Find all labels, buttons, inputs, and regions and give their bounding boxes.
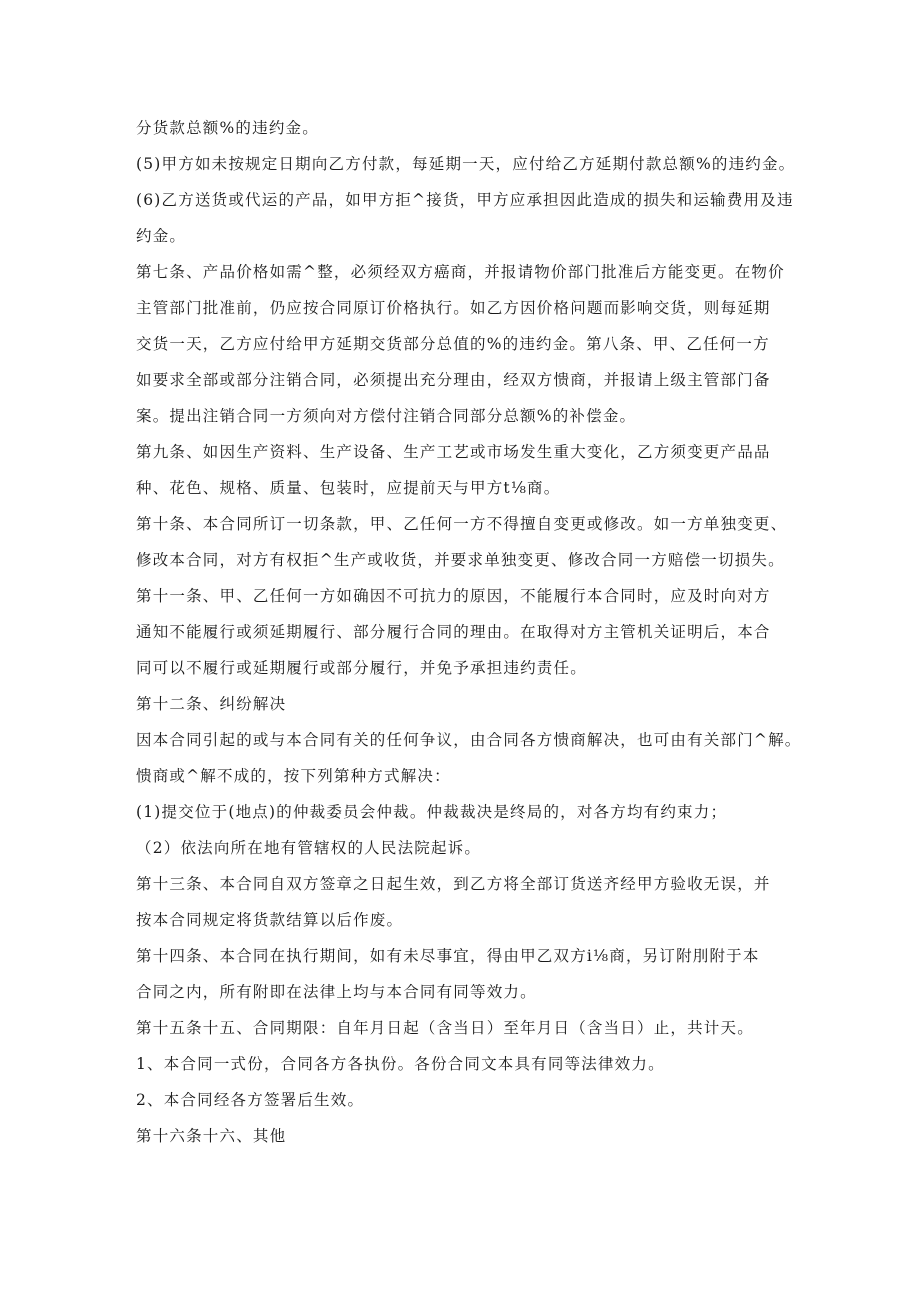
text-line: 同可以不履行或延期履行或部分履行，并免予承担违约责任。: [136, 659, 587, 677]
text-line: 第十四条、本合同在执行期间，如有未尽事宜，得由甲乙双方i⅛商，另订附刖附于本: [136, 947, 760, 965]
section-heading: 第十二条、纠纷解决: [136, 695, 287, 713]
text-line: 主管部门批准前，仍应按合同原订价格执行。如乙方因价格问题而影响交货，则每延期: [136, 299, 771, 317]
text-line: 第十五条十五、合同期限：自年月日起（含当日）至年月日（含当日）止，共计天。: [136, 1019, 754, 1037]
text-line: 交货一天，乙方应付给甲方延期交货部分总值的%的违约金。第八条、甲、乙任何一方: [136, 335, 770, 353]
text-line: 修改本合同，对方有权拒^生产或收货，并要求单独变更、修改合同一方赔偿一切损失。: [136, 551, 785, 569]
text-line: 第十三条、本合同自双方签章之日起生效，到乙方将全部订货送齐经甲方验收无误，并: [136, 875, 771, 893]
text-line: 种、花色、规格、质量、包装时，应提前天与甲方t⅛商。: [136, 479, 561, 497]
text-line: 因本合同引起的或与本合同有关的任何争议，由合同各方愦商解决，也可由有关部门^解。: [136, 731, 802, 749]
section-heading: 第十六条十六、其他: [136, 1127, 287, 1145]
text-line: 第十一条、甲、乙任何一方如确因不可抗力的原因，不能履行本合同时，应及时向对方: [136, 587, 771, 605]
text-line: 第七条、产品价格如需^整，必须经双方癌商，并报请物价部门批准后方能变更。在物价: [136, 263, 785, 281]
text-line: 合同之内，所有附即在法律上均与本合同有同等效力。: [136, 983, 537, 1001]
text-line: (5)甲方如未按规定日期向乙方付款，每延期一天，应付给乙方延期付款总额%的违约金。: [136, 155, 796, 173]
text-line: (6)乙方送货或代运的产品，如甲方拒^接货，甲方应承担因此造成的损失和运输费用及违: [136, 191, 794, 209]
text-line: 通知不能履行或须延期履行、部分履行合同的理由。在取得对方主管机关证明后，本合: [136, 623, 771, 641]
text-line: 约金。: [136, 227, 187, 245]
text-line: 第九条、如因生产资料、生产设备、生产工艺或市场发生重大变化，乙方须变更产品品: [136, 443, 771, 461]
text-line: （2）依法向所在地有管辖权的人民法院起诉。: [136, 839, 482, 857]
text-line: 如要求全部或部分注销合同，必须提出充分理由，经双方愦商，并报请上级主管部门备: [136, 371, 771, 389]
text-line: 第十条、本合同所订一切条款，甲、乙任何一方不得擅自变更或修改。如一方单独变更、: [136, 515, 788, 533]
text-line: 分货款总额%的违约金。: [136, 119, 319, 137]
text-line: 2、本合同经各方签署后生效。: [136, 1091, 365, 1109]
text-line: 案。提出注销合同一方须向对方偿付注销合同部分总额%的补偿金。: [136, 407, 637, 425]
text-line: 按本合同规定将货款结算以后作废。: [136, 911, 404, 929]
text-line: 愦商或^解不成的，按下列第种方式解决：: [136, 767, 451, 785]
text-line: (1)提交位于(地点)的仲裁委员会仲裁。仲裁裁决是终局的，对各方均有约束力；: [136, 803, 728, 821]
text-line: 1、本合同一式份，合同各方各执份。各份合同文本具有同等法律效力。: [136, 1055, 665, 1073]
